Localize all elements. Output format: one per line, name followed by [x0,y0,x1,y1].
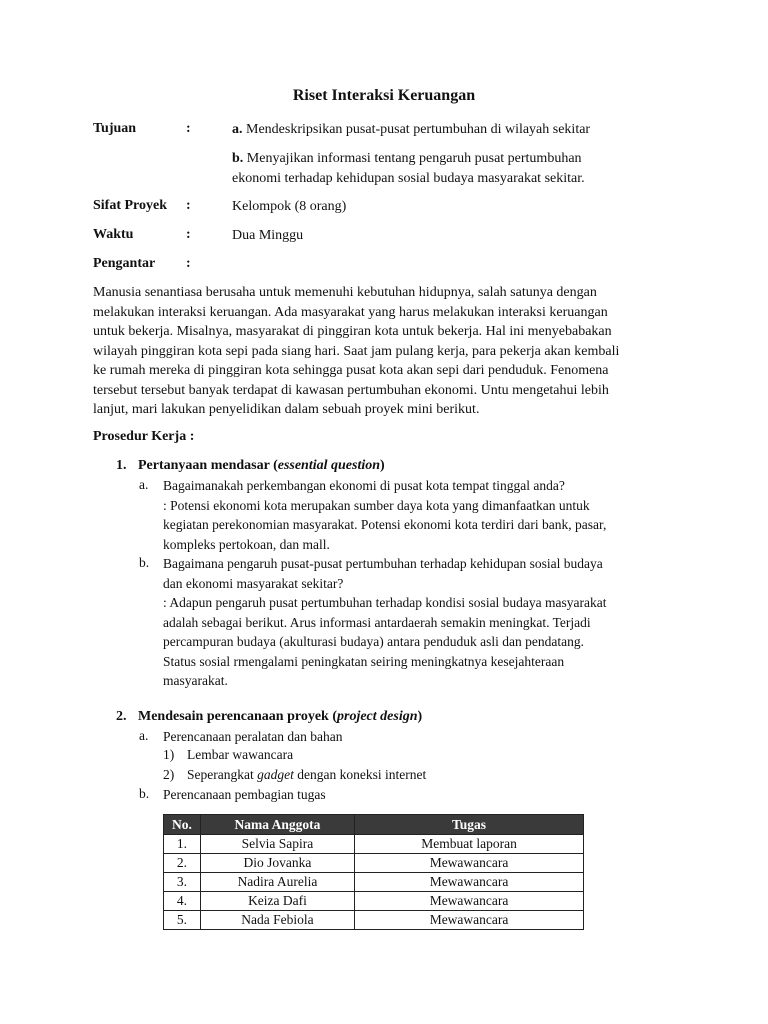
sifat-proyek-value: Kelompok (8 orang) [232,199,347,214]
sifat-proyek-label: Sifat Proyek [93,198,168,213]
step1-title-italic: essential question [277,458,381,473]
tujuan-a-marker: a. [232,122,243,137]
pengantar-line: melakukan interaksi keruangan. Ada masyarakat yang harus melakukan interaksi keruangan [93,304,608,320]
step2-a-item-number: 1) [163,747,175,762]
table-row [164,835,584,854]
table-cell-nama: Selvia Sapira [200,835,354,854]
step1-b-answer-line: : Adapun pengaruh pusat pertumbuhan terhadap kondisi sosial budaya masyarakat [163,595,607,610]
table-cell-tugas: Mewawancara [355,873,584,892]
table-header-nama: Nama Anggota [200,815,354,835]
tujuan-b-line2: ekonomi terhadap kehidupan sosial budaya masyarakat sekitar. [232,170,585,186]
step2-title-italic: project design [337,709,418,724]
step2-a-item-text: Lembar wawancara [187,747,294,762]
table-cell-no: 4. [164,892,201,911]
step1-b-answer-line: masyarakat. [163,673,228,688]
table-cell-no: 5. [164,911,201,930]
step1-b-marker: b. [139,555,150,570]
table-row [164,911,584,930]
table-cell-tugas: Mewawancara [355,892,584,911]
table-cell-tugas: Membuat laporan [355,835,584,854]
pengantar-line: wilayah pinggiran kota sepi pada siang hari. Saat jam pulang kerja, para pekerja akan kembali [93,343,620,359]
step1-a-answer-line: kegiatan perekonomian masyarakat. Potensi ekonomi kota terdiri dari bank, pasar, [163,517,607,532]
table-cell-nama: Nadira Aurelia [200,873,354,892]
tujuan-label: Tujuan [93,121,137,136]
tujuan-a-text: Mendeskripsikan pusat-pusat pertumbuhan di wilayah sekitar [246,122,591,137]
step1-b-answer-line: percampuran budaya (akulturasi budaya) antara penduduk asli dan pendatang. [163,634,584,649]
pengantar-colon: : [186,256,191,271]
waktu-label: Waktu [93,227,134,242]
tujuan-b-line1: Menyajikan informasi tentang pengaruh pusat pertumbuhan [246,151,582,166]
table-cell-no: 3. [164,873,201,892]
tujuan-item-a [232,120,590,140]
sifat-proyek-colon: : [186,198,191,213]
waktu-value: Dua Minggu [232,228,304,243]
step2-a-marker: a. [139,728,149,743]
step2-b-marker: b. [139,786,150,801]
table-header-row [164,815,584,835]
tujuan-item-b [232,149,585,188]
step1-a-block [163,476,606,554]
step1-b-answer-line: adalah sebagai berikut. Arus informasi antardaerah semakin meningkat. Terjadi [163,614,591,630]
table-cell-tugas: Mewawancara [355,854,584,873]
waktu-colon: : [186,227,191,242]
tujuan-b-marker: b. [232,151,244,166]
table-cell-nama: Nada Febiola [200,911,354,930]
step1-b-question-line: Bagaimana pengaruh pusat-pusat pertumbuhan terhadap kehidupan sosial budaya [163,556,603,571]
table-cell-tugas: Mewawancara [355,911,584,930]
step1-a-answer-line: kompleks pertokoan, dan mall. [163,536,330,552]
pengantar-line: tersebut tersebut banyak terdapat di kawasan pertumbuhan ekonomi. Untu mengetahui lebih [93,382,609,398]
step2-a-item-text: Seperangkat gadget dengan koneksi internet [187,767,427,782]
pengantar-line: Manusia senantiasa berusaha untuk memenuhi kebutuhan hidupnya, salah satunya dengan [93,285,597,300]
step1-a-marker: a. [139,477,149,492]
pengantar-line: lanjut, mari lakukan penyelidikan dalam sebuah proyek mini berikut. [93,402,480,417]
step2-number: 2. [116,709,127,724]
tujuan-colon: : [186,121,191,136]
table-header-tugas: Tugas [355,815,584,835]
step1-b-question-line: dan ekonomi masyarakat sekitar? [163,575,344,591]
step1-b-block [163,554,607,691]
table-header-no: No. [164,815,201,835]
table-cell-no: 1. [164,835,201,854]
step2-b-text: Perencanaan pembagian tugas [163,787,326,802]
document-title: Riset Interaksi Keruangan [292,87,476,104]
prosedur-heading: Prosedur Kerja : [93,429,195,444]
table-row [164,854,584,873]
gadget-italic: gadget [257,767,294,782]
table-cell-no: 2. [164,854,201,873]
step2-a-text: Perencanaan peralatan dan bahan [163,729,343,744]
step2-a-item-number: 2) [163,767,175,782]
step1-b-answer-line: Status sosial rmengalami peningkatan seiring meningkatnya kesejahteraan [163,653,565,669]
pengantar-paragraph [93,283,683,420]
pengantar-label: Pengantar [93,256,156,271]
table-cell-nama: Keiza Dafi [200,892,354,911]
step1-number: 1. [116,458,127,473]
pengantar-line: untuk bekerja. Misalnya, masyarakat di pinggiran kota untuk bekerja. Hal ini menyebabakan [93,324,612,339]
pengantar-line: ke rumah mereka di pinggiran kota sehingga pusat kota akan sepi dari penduduk. Fenomena [93,363,609,378]
table-cell-nama: Dio Jovanka [200,854,354,873]
table-row [164,892,584,911]
step1-title: Pertanyaan mendasar (essential question) [138,458,385,473]
pembagian-tugas-table [163,814,584,930]
step1-a-answer-line: : Potensi ekonomi kota merupakan sumber daya kota yang dimanfaatkan untuk [163,497,590,513]
table-row [164,873,584,892]
step1-a-question: Bagaimanakah perkembangan ekonomi di pusat kota tempat tinggal anda? [163,478,565,493]
step2-title: Mendesain perencanaan proyek (project design) [138,709,423,724]
